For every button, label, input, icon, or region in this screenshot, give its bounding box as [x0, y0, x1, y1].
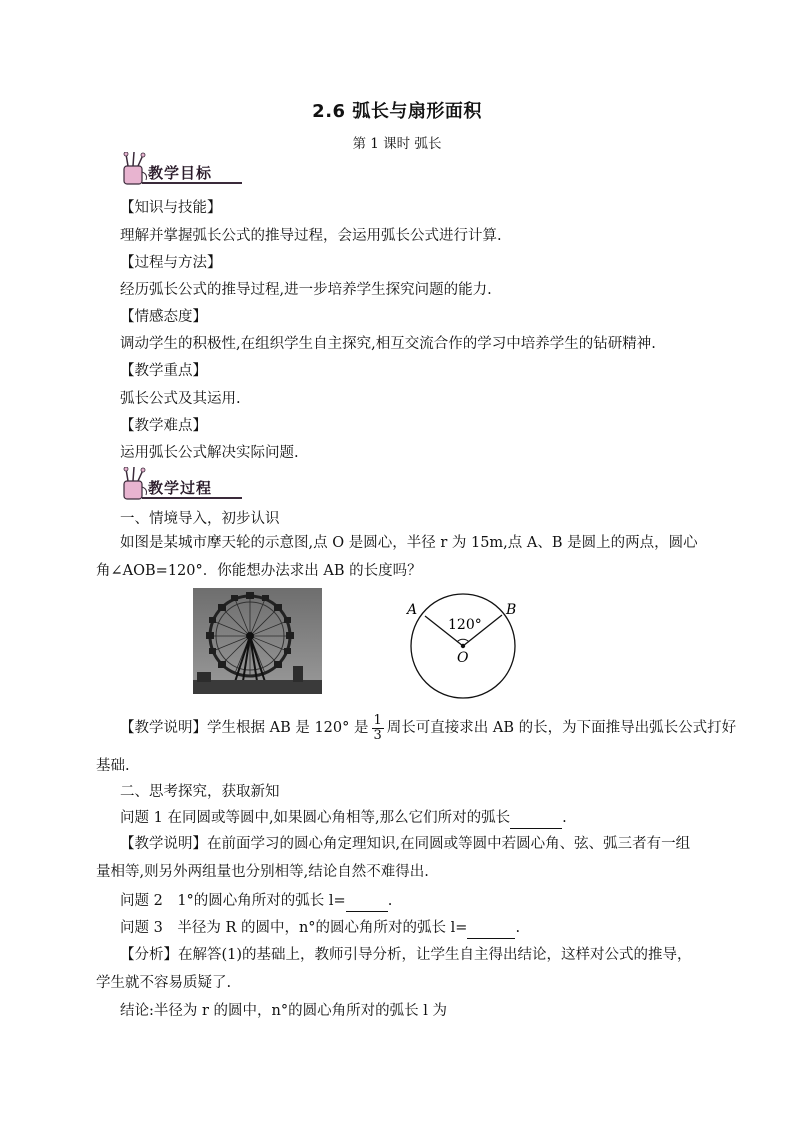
- key-point-heading: 【教学重点】: [120, 363, 207, 379]
- ferris-wheel-photo: [193, 588, 322, 694]
- process-badge-label: 教学过程: [148, 479, 213, 497]
- difficulty-text: 运用弧长公式解决实际问题.: [120, 445, 299, 461]
- teaching-note-2: 【教学说明】在前面学习的圆心角定理知识,在同圆或等圆中若圆心角、弦、弧三者有一组量相等,则另外两组量也分别相等,结论自然不难得出.: [96, 836, 691, 880]
- attitude-text: 调动学生的积极性,在组织学生自主探究,相互交流合作的学习中培养学生的钻研精神.: [120, 336, 656, 352]
- section1-title: 一、情境导入，初步认识: [120, 511, 280, 527]
- question-3: 问题 3 半径为 R 的圆中，n°的圆心角所对的弧长 l= .: [120, 918, 700, 939]
- goals-badge: [120, 156, 246, 188]
- goals-badge-label: 教学目标: [148, 164, 213, 182]
- label-o: O: [457, 650, 469, 666]
- question-1: 问题 1 在同圆或等圆中,如果圆心角相等,那么它们所对的弧长 .: [120, 808, 700, 829]
- conclusion-line: 结论:半径为 r 的圆中，n°的圆心角所对的弧长 l 为: [120, 1003, 447, 1019]
- pencil-cup-icon: [120, 467, 150, 501]
- section2-title: 二、思考探究，获取新知: [120, 784, 280, 800]
- one-third-fraction: $\frac{1}{3}$: [373, 712, 382, 743]
- knowledge-heading: 【知识与技能】: [120, 200, 222, 216]
- note1-text-pre: 【教学说明】学生根据 AB 是 120° 是: [120, 720, 369, 736]
- process-method-heading: 【过程与方法】: [120, 255, 222, 271]
- process-badge: [120, 471, 246, 503]
- label-b: B: [506, 602, 517, 618]
- teaching-note-1-cont: 基础.: [96, 758, 130, 774]
- attitude-heading: 【情感态度】: [120, 309, 207, 325]
- analysis-paragraph: 【分析】在解答(1)的基础上，教师引导分析，让学生自主得出结论，这样对公式的推导，学生就不容易质疑了.: [96, 947, 692, 991]
- difficulty-heading: 【教学难点】: [120, 418, 207, 434]
- page-subtitle: 第 1 课时 弧长: [352, 136, 442, 152]
- angle-label: 120°: [448, 617, 482, 633]
- question-2: 问题 2 1°的圆心角所对的弧长 l= .: [120, 891, 700, 912]
- key-point-text: 弧长公式及其运用.: [120, 391, 241, 407]
- page-title: 2.6 弧长与扇形面积: [312, 101, 482, 122]
- circle-diagram: [398, 592, 528, 702]
- note1-text-post: 周长可直接求出 AB 的长，为下面推导出弧长公式打好: [386, 720, 737, 736]
- goals-badge-underline: [142, 182, 242, 184]
- knowledge-text: 理解并掌握弧长公式的推导过程，会运用弧长公式进行计算.: [120, 228, 502, 244]
- answer-blank-1: [510, 808, 562, 829]
- label-a: A: [407, 602, 418, 618]
- answer-blank-2: [346, 891, 388, 912]
- intro-paragraph: 如图是某城市摩天轮的示意图,点 O 是圆心，半径 r 为 15m,点 A、B 是圆上的两点，圆心角∠AOB=120°．你能想办法求出 AB 的长度吗？: [96, 535, 698, 579]
- teaching-note-1: [120, 712, 737, 743]
- pencil-cup-icon: [120, 152, 150, 186]
- process-badge-underline: [142, 497, 242, 499]
- process-method-text: 经历弧长公式的推导过程,进一步培养学生探究问题的能力.: [120, 282, 492, 298]
- center-point: [461, 644, 465, 648]
- answer-blank-3: [467, 918, 515, 939]
